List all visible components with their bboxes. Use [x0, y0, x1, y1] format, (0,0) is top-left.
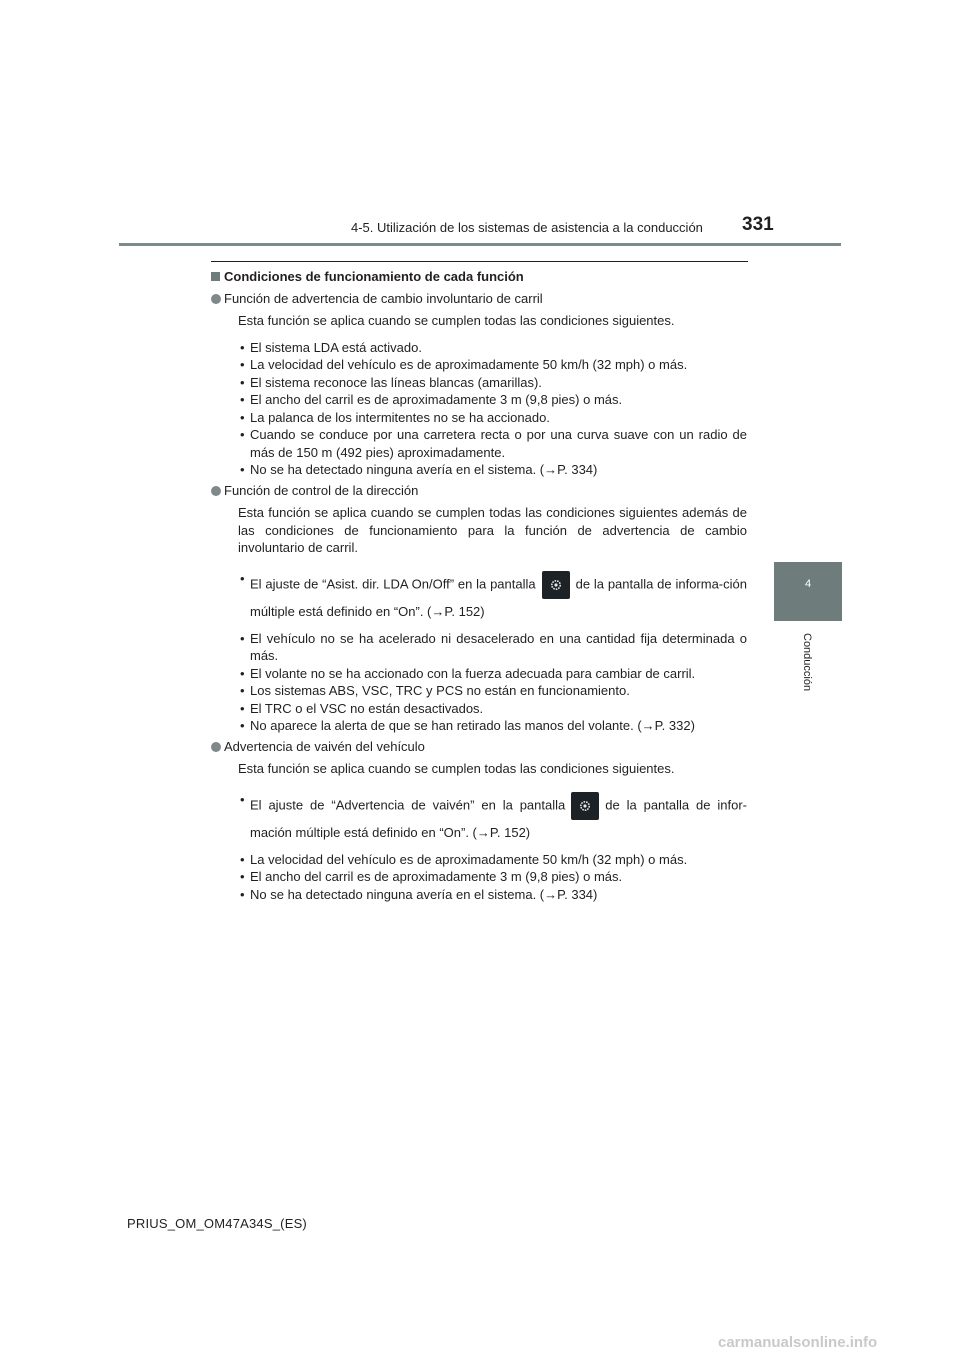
list-item: • El sistema reconoce las líneas blancas (amarillas).	[238, 374, 747, 392]
footer-document-code: PRIUS_OM_OM47A34S_(ES)	[127, 1216, 307, 1231]
function-title	[211, 290, 747, 308]
list-item: • La palanca de los intermitentes no se ha accionado.	[238, 409, 747, 427]
condition-list	[211, 566, 747, 735]
square-bullet-icon	[211, 272, 220, 281]
header-section-title: 4-5. Utilización de los sistemas de asistencia a la conducción	[351, 220, 703, 235]
circle-bullet-icon	[211, 486, 221, 496]
list-item	[238, 566, 747, 630]
watermark[interactable]: carmanualsonline.info	[718, 1334, 878, 1351]
list-item: • El volante no se ha accionado con la fuerza adecuada para cambiar de carril.	[238, 665, 747, 683]
list-item: • Cuando se conduce por una carretera recta o por una curva suave con un radio de más de 150 m (492 pies) aproximadamente.	[238, 426, 747, 461]
list-item: • La velocidad del vehículo es de aproximadamente 50 km/h (32 mph) o más.	[238, 851, 747, 869]
list-item: • El ancho del carril es de aproximadamente 3 m (9,8 pies) o más.	[238, 391, 747, 409]
header-rule	[119, 243, 841, 246]
list-item-text: de la pantalla de informa-ción múltiple está definido en “On”. (→P. 152)	[250, 575, 747, 619]
function-intro: Esta función se aplica cuando se cumplen todas las condiciones siguientes.	[238, 313, 675, 328]
condition-list	[211, 339, 747, 479]
list-item-text: de la pantalla de infor-mación múltiple está definido en “On”. (→P. 152)	[250, 796, 747, 840]
function-intro: Esta función se aplica cuando se cumplen todas las condiciones siguientes.	[238, 761, 675, 776]
section-rule	[211, 261, 748, 262]
main-content	[211, 268, 747, 906]
list-item	[238, 787, 747, 851]
condition-list	[211, 787, 747, 904]
chapter-tab-number: 4	[804, 578, 812, 590]
list-item-text: El ajuste de “Asist. dir. LDA On/Off” en la pantalla	[250, 575, 536, 591]
section-heading-text: Condiciones de funcionamiento de cada función	[224, 269, 524, 284]
chapter-tab[interactable]	[774, 562, 842, 621]
page-number: 331	[742, 214, 774, 235]
list-item: • La velocidad del vehículo es de aproximadamente 50 km/h (32 mph) o más.	[238, 356, 747, 374]
list-item-text: El ajuste de “Advertencia de vaivén” en la pantalla	[250, 796, 566, 812]
list-item: • No se ha detectado ninguna avería en el sistema. (→P. 334)	[238, 461, 747, 479]
circle-bullet-icon	[211, 742, 221, 752]
function-title	[211, 482, 747, 500]
function-intro: Esta función se aplica cuando se cumplen todas las condiciones siguientes además de las condiciones de funcionamiento para la función de advertencia de cambio involuntario de carril.	[238, 505, 747, 555]
function-title-text: Función de advertencia de cambio involuntario de carril	[224, 290, 543, 306]
list-item: • El vehículo no se ha acelerado ni desacelerado en una cantidad fija determinada o más.	[238, 630, 747, 665]
chapter-tab-label: Conducción	[801, 633, 813, 692]
list-item: • El ancho del carril es de aproximadamente 3 m (9,8 pies) o más.	[238, 868, 747, 886]
list-item: • El sistema LDA está activado.	[238, 339, 747, 357]
circle-bullet-icon	[211, 294, 221, 304]
settings-icon-box	[542, 571, 570, 599]
settings-icon-box	[571, 792, 599, 820]
function-title	[211, 738, 747, 756]
function-title-text: Advertencia de vaivén del vehículo	[224, 738, 425, 754]
gear-icon	[549, 578, 563, 592]
list-item: • Los sistemas ABS, VSC, TRC y PCS no están en funcionamiento.	[238, 682, 747, 700]
list-item: • El TRC o el VSC no están desactivados.	[238, 700, 747, 718]
gear-icon	[578, 799, 592, 813]
list-item: • No aparece la alerta de que se han retirado las manos del volante. (→P. 332)	[238, 717, 747, 735]
section-heading	[211, 268, 747, 286]
function-title-text: Función de control de la dirección	[224, 482, 419, 498]
list-item: • No se ha detectado ninguna avería en el sistema. (→P. 334)	[238, 886, 747, 904]
